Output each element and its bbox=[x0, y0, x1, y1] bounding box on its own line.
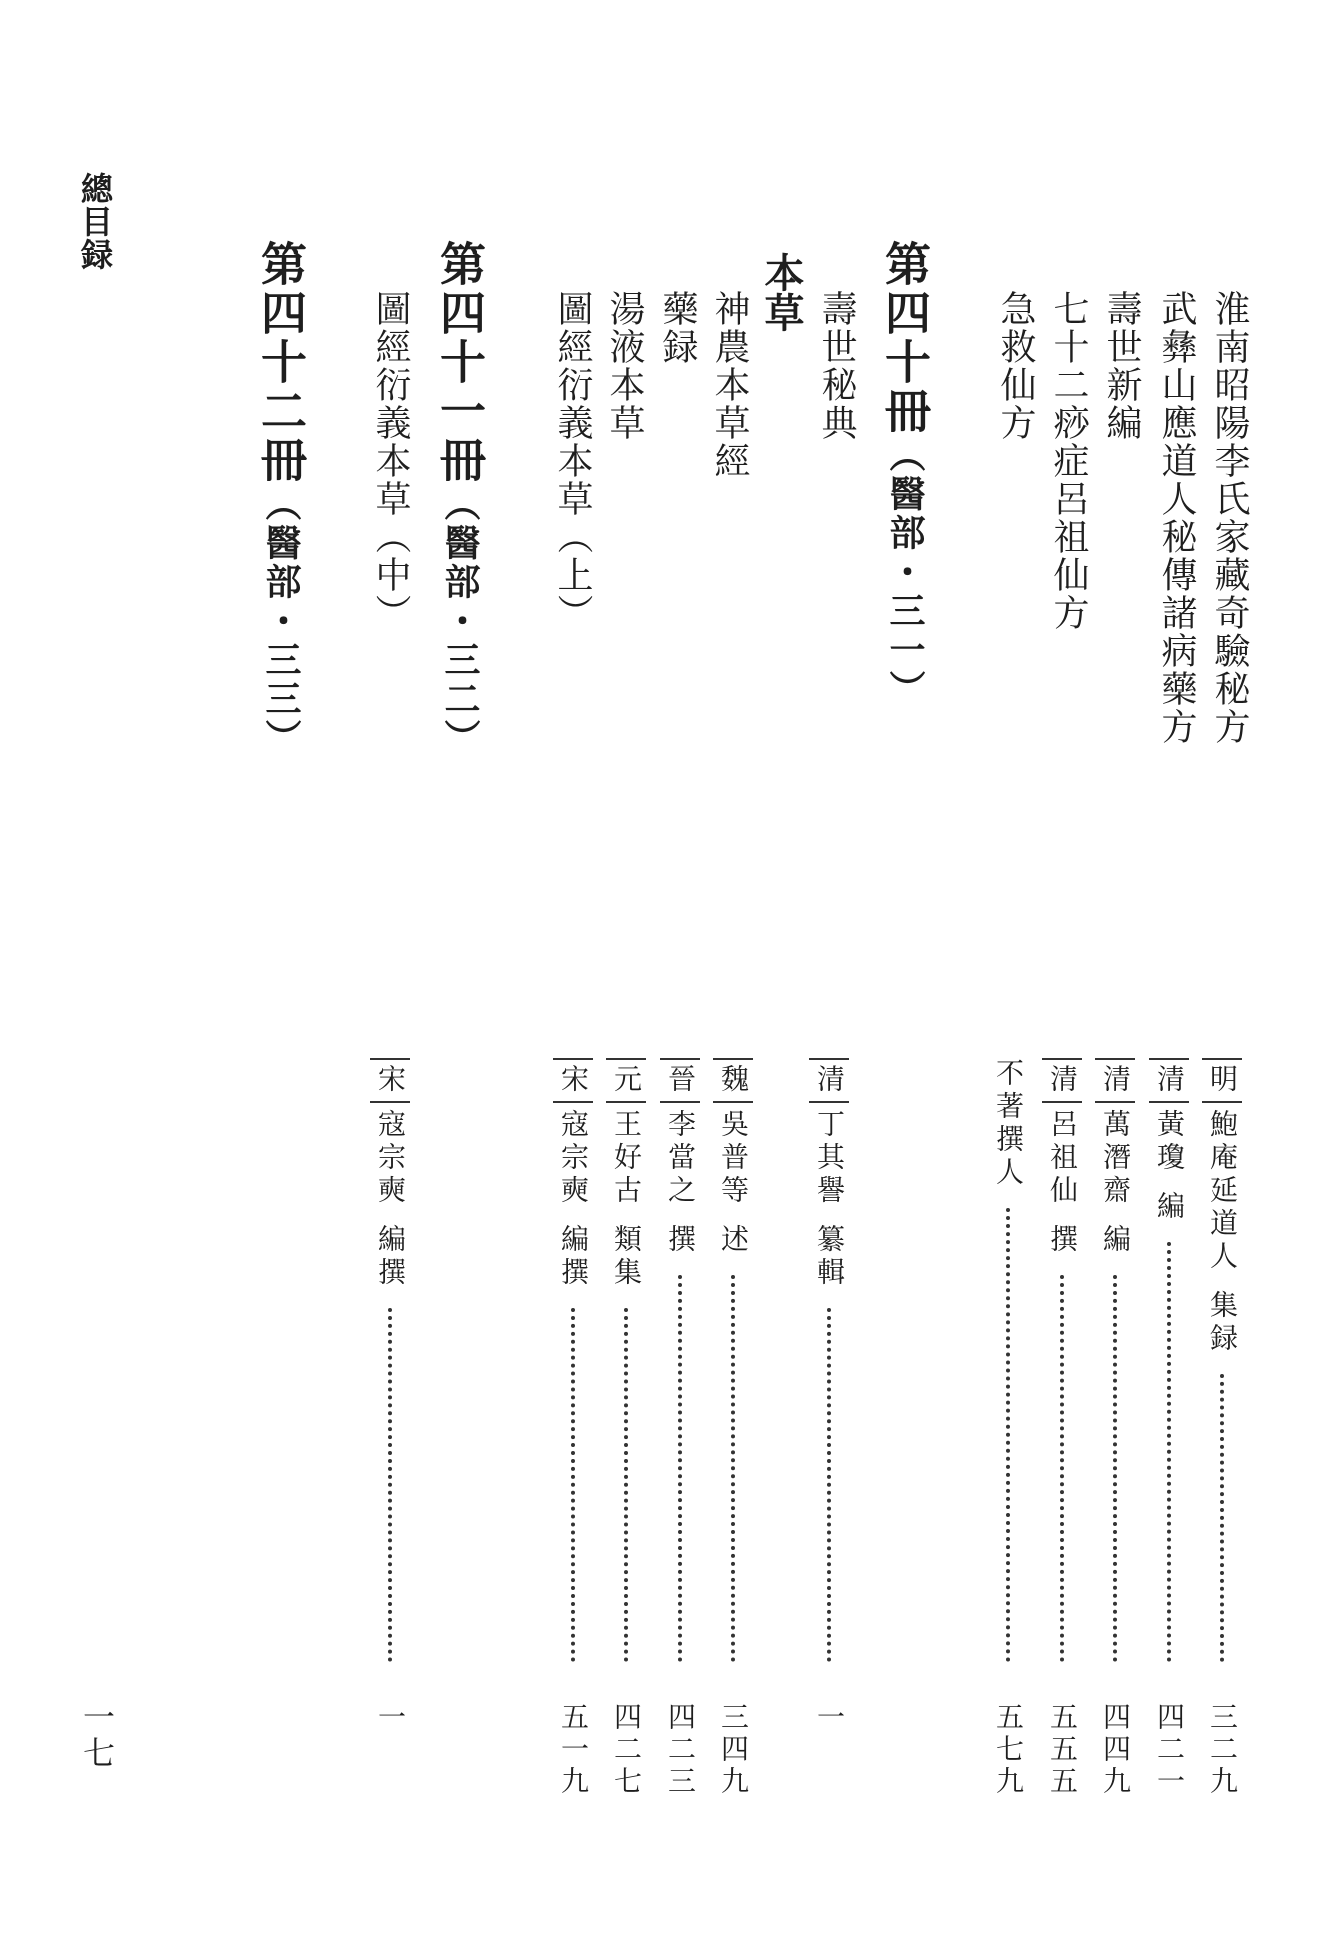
author: 呂祖仙 bbox=[1046, 1109, 1079, 1208]
dynasty: 清 bbox=[1095, 1058, 1135, 1103]
entry-title: 急救仙方 bbox=[995, 290, 1036, 442]
entry-title: 淮南昭陽李氏家藏奇驗秘方 bbox=[1209, 290, 1250, 746]
page-ref: 一 bbox=[813, 1702, 846, 1734]
entry-title: 壽世新編 bbox=[1101, 290, 1142, 442]
author: 王好古 bbox=[610, 1109, 643, 1208]
dynasty: 宋 bbox=[370, 1058, 410, 1103]
role: 撰 bbox=[1046, 1224, 1079, 1257]
role: 編 bbox=[1099, 1224, 1132, 1257]
entry-author-row bbox=[609, 1058, 643, 1798]
role: 編撰 bbox=[557, 1224, 590, 1290]
page-ref: 三四九 bbox=[717, 1702, 750, 1798]
entry-author-row bbox=[1098, 1058, 1132, 1798]
entry-title: 圖經衍義本草（中） bbox=[370, 290, 411, 632]
volume-category: （醫部・三三） bbox=[260, 485, 302, 758]
volume-category: （醫部・三一） bbox=[884, 436, 926, 709]
role: 纂輯 bbox=[813, 1224, 846, 1290]
role: 撰 bbox=[664, 1224, 697, 1257]
author: 萬潛齋 bbox=[1099, 1109, 1132, 1208]
page-ref: 四二一 bbox=[1153, 1702, 1186, 1798]
author: 寇宗奭 bbox=[557, 1109, 590, 1208]
author: 李當之 bbox=[664, 1109, 697, 1208]
volume-heading-40 bbox=[872, 240, 938, 709]
role: 類集 bbox=[610, 1224, 643, 1290]
dot-leader bbox=[731, 1275, 735, 1662]
dynasty: 清 bbox=[1149, 1058, 1189, 1103]
dot-leader bbox=[1006, 1208, 1010, 1662]
page-ref: 四二三 bbox=[664, 1702, 697, 1798]
dynasty: 清 bbox=[809, 1058, 849, 1103]
entry-author-row bbox=[991, 1058, 1025, 1798]
entry-author-row bbox=[1152, 1058, 1186, 1798]
dot-leader bbox=[1060, 1275, 1064, 1662]
page-ref: 四二七 bbox=[610, 1702, 643, 1798]
role: 述 bbox=[717, 1224, 750, 1257]
dynasty: 清 bbox=[1042, 1058, 1082, 1103]
entry-title: 神農本草經 bbox=[709, 290, 750, 480]
page-ref: 三二九 bbox=[1206, 1702, 1239, 1798]
entry-title: 湯液本草 bbox=[604, 290, 645, 442]
dot-leader bbox=[624, 1308, 628, 1662]
volume-category: （醫部・三二） bbox=[439, 485, 481, 758]
volume-title: 第四十冊 bbox=[878, 240, 932, 436]
entry-title: 七十二痧症呂祖仙方 bbox=[1048, 290, 1089, 632]
volume-title: 第四十一冊 bbox=[433, 240, 487, 485]
role: 編撰 bbox=[374, 1224, 407, 1290]
dynasty: 明 bbox=[1202, 1058, 1242, 1103]
dynasty: 元 bbox=[606, 1058, 646, 1103]
page-ref: 五七九 bbox=[992, 1702, 1025, 1798]
entry-author-row bbox=[663, 1058, 697, 1798]
role: 編 bbox=[1153, 1191, 1186, 1224]
entry-title: 圖經衍義本草（上） bbox=[552, 290, 593, 632]
dot-leader bbox=[571, 1308, 575, 1662]
entry-author-row bbox=[556, 1058, 590, 1798]
page-ref: 一 bbox=[374, 1702, 407, 1734]
entry-title: 藥録 bbox=[657, 290, 698, 366]
volume-heading-41 bbox=[427, 240, 493, 758]
entry-title: 壽世秘典 bbox=[816, 290, 857, 442]
dot-leader bbox=[388, 1308, 392, 1662]
page-number: 一七 bbox=[78, 1700, 116, 1772]
author: 吳普等 bbox=[717, 1109, 750, 1208]
page-ref: 四四九 bbox=[1099, 1702, 1132, 1798]
entry-author-row bbox=[716, 1058, 750, 1798]
section-heading: 本草 bbox=[758, 252, 805, 332]
dot-leader bbox=[827, 1308, 831, 1662]
dot-leader bbox=[678, 1275, 682, 1662]
entry-author-row bbox=[1205, 1058, 1239, 1798]
volume-title: 第四十二冊 bbox=[254, 240, 308, 485]
entry-author-row bbox=[1045, 1058, 1079, 1798]
dynasty: 宋 bbox=[553, 1058, 593, 1103]
running-head: 總目録 bbox=[76, 172, 114, 271]
entry-author-row bbox=[812, 1058, 846, 1798]
dot-leader bbox=[1113, 1275, 1117, 1662]
author: 不著撰人 bbox=[992, 1058, 1025, 1190]
page-ref: 五一九 bbox=[557, 1702, 590, 1798]
author: 寇宗奭 bbox=[374, 1109, 407, 1208]
role: 集録 bbox=[1206, 1290, 1239, 1356]
dynasty: 晉 bbox=[660, 1058, 700, 1103]
dynasty: 魏 bbox=[713, 1058, 753, 1103]
page-ref: 五五五 bbox=[1046, 1702, 1079, 1798]
volume-heading-42 bbox=[248, 240, 314, 758]
author: 黃瓊 bbox=[1153, 1109, 1186, 1175]
dot-leader bbox=[1220, 1374, 1224, 1662]
dot-leader bbox=[1167, 1242, 1171, 1662]
author: 丁其譽 bbox=[813, 1109, 846, 1208]
author: 鮑庵延道人 bbox=[1206, 1109, 1239, 1274]
entry-title: 武彝山應道人秘傳諸病藥方 bbox=[1156, 290, 1197, 746]
entry-author-row bbox=[373, 1058, 407, 1798]
